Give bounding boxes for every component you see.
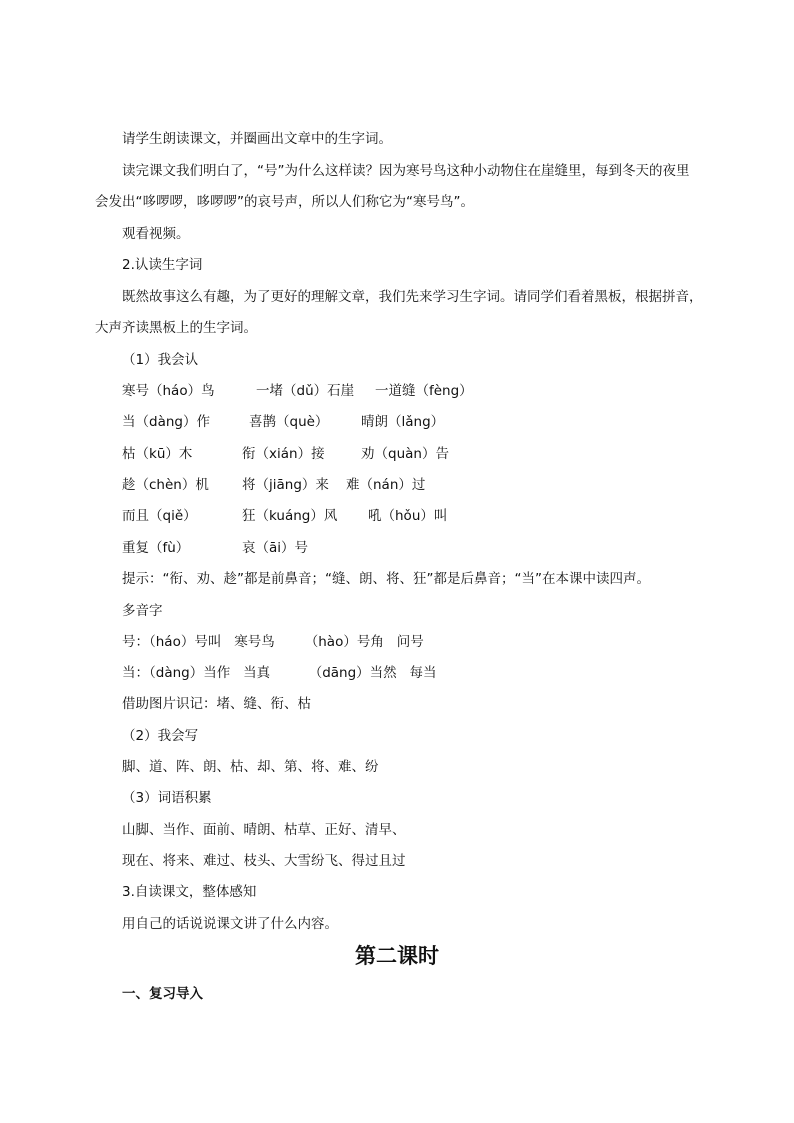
paragraph-watch-video: 观看视频。 [122,226,190,242]
word-cell: 衔（xián）接 [242,446,325,462]
paragraph-explanation-line1: 读完课文我们明白了，“号”为什么这样读？因为寒号鸟这种小动物住在崖缝里，每到冬天的夜里 [122,163,690,179]
paragraph-board-line1: 既然故事这么有趣，为了更好的理解文章，我们先来学习生字词。请同学们看着黑板，根据拼音， [122,289,703,305]
word-cell: 劝（quàn）告 [361,446,449,462]
paragraph-board-line2: 大声齐读黑板上的生字词。 [95,320,257,336]
word-cell: 难（nán）过 [346,477,426,493]
word-cell: 吼（hǒu）叫 [368,508,448,524]
word-cell: 狂（kuáng）风 [242,508,338,524]
section-heading-new-words: 2.认读生字词 [122,257,203,273]
vocabulary-line1: 山脚、当作、面前、晴朗、枯草、正好、清早、 [122,822,406,838]
polyphone-hao: 号：（háo）号叫 寒号鸟 （hào）号角 问号 [122,634,424,650]
word-cell: 哀（āi）号 [242,540,309,556]
word-cell: 寒号（háo）鸟 [122,383,215,399]
word-cell: 趁（chèn）机 [122,477,209,493]
subheading-write: （2）我会写 [122,728,199,744]
polyphone-dang: 当：（dàng）当作 当真 （dāng）当然 每当 [122,665,437,681]
word-cell: 一道缝（fèng） [375,383,473,399]
word-cell: 当（dàng）作 [122,414,210,430]
word-cell: 枯（kū）木 [122,446,193,462]
lesson-title: 第二课时 [355,943,439,968]
word-cell: 而且（qiě） [122,508,197,524]
word-cell: 晴朗（lǎng） [361,414,445,430]
section-heading-review: 一、复习导入 [122,986,203,1002]
picture-memory: 借助图片识记：堵、缝、衔、枯 [122,696,311,712]
paragraph-read-aloud: 请学生朗读课文，并圈画出文章中的生字词。 [122,131,392,147]
section-heading-self-read: 3.自读课文，整体感知 [122,884,257,900]
word-cell: 喜鹊（què） [249,414,329,430]
paragraph-explanation-line2: 会发出“哆啰啰，哆啰啰”的哀号声，所以人们称它为“寒号鸟”。 [95,194,474,210]
word-cell: 重复（fù） [122,540,190,556]
subheading-recognize: （1）我会认 [122,352,199,368]
word-cell: 将（jiāng）来 [242,477,329,493]
subheading-vocabulary: （3）词语积累 [122,790,212,806]
vocabulary-line2: 现在、将来、难过、枝头、大雪纷飞、得过且过 [122,853,406,869]
write-characters: 脚、道、阵、朗、枯、却、第、将、难、纷 [122,759,379,775]
paragraph-summarize: 用自己的话说说课文讲了什么内容。 [122,916,338,932]
polyphone-title: 多音字 [122,603,163,619]
pronunciation-tip: 提示：“衔、劝、趁”都是前鼻音；“缝、朗、将、狂”都是后鼻音；“当”在本课中读四声。 [122,571,650,587]
word-cell: 一堵（dǔ）石崖 [256,383,355,399]
